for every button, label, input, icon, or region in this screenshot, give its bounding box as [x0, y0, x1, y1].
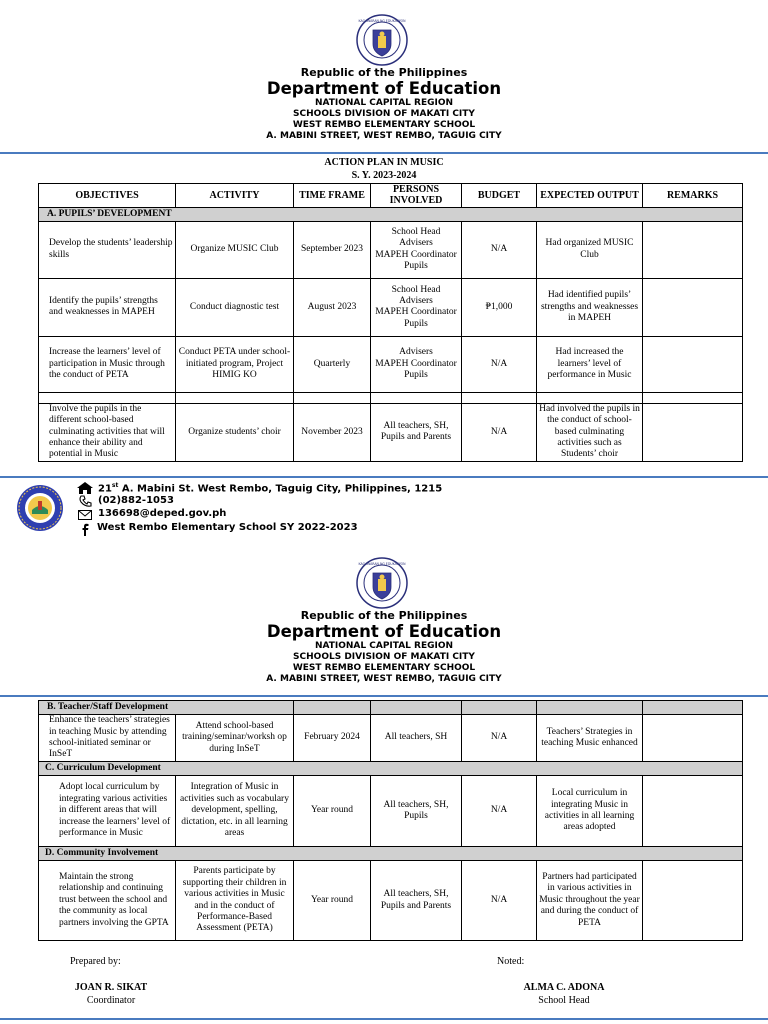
document-title: ACTION PLAN IN MUSIC — [324, 157, 444, 168]
svg-text:KAGAWARAN NG EDUKASYON: KAGAWARAN NG EDUKASYON — [358, 19, 406, 23]
school-year: S. Y. 2023-2024 — [351, 170, 417, 181]
cell-remarks — [643, 278, 743, 336]
cell-output: Had organized MUSIC Club — [537, 221, 643, 278]
division-text: SCHOOLS DIVISION OF MAKATI CITY — [293, 652, 475, 662]
region-text: NATIONAL CAPITAL REGION — [314, 98, 454, 108]
cell-objective: Maintain the strong relationship and continuing trust between the school and the community as local partners involving the GPTA — [39, 861, 176, 941]
department-title: Department of Education — [266, 622, 502, 641]
header-expected-output: EXPECTED OUTPUT — [537, 184, 643, 208]
cell-activity: Parents participate by supporting their children in various activities in Music and in the conduct of Performance-Based Assessment (PETA) — [176, 861, 294, 941]
cell-remarks — [643, 403, 743, 461]
footer-facebook: West Rembo Elementary School SY 2022-2023 — [97, 522, 358, 533]
footer-address-num: 21 — [98, 483, 112, 495]
region-text: NATIONAL CAPITAL REGION — [314, 641, 454, 651]
footer-address-sup: st — [111, 482, 119, 489]
table-row — [39, 403, 743, 461]
cell-output: Had increased the learners’ level of performance in Music — [537, 336, 643, 392]
cell-remarks — [643, 715, 743, 762]
footer-address — [98, 482, 442, 494]
blank-row — [39, 392, 743, 403]
cell-budget: N/A — [462, 221, 537, 278]
cell-output: Partners had participated in various activities in Music throughout the year and during the conduct of PETA — [537, 861, 643, 941]
cell-persons: All teachers, SH, Pupils and Parents — [371, 861, 462, 941]
noted-by-title: School Head — [538, 995, 590, 1006]
cell-time-frame: Quarterly — [294, 336, 371, 392]
cell-persons: All teachers, SH — [371, 715, 462, 762]
cell-time-frame: November 2023 — [294, 403, 371, 461]
cell-objective: Increase the learners’ level of participation in Music through the conduct of PETA — [39, 336, 176, 392]
cell-remarks — [643, 861, 743, 941]
prepared-by-title: Coordinator — [86, 995, 136, 1006]
cell-persons: School Head Advisers MAPEH Coordinator Pupils — [371, 278, 462, 336]
cell-activity: Integration of Music in activities such as vocabulary development, spelling, dictation, etc. in all learning areas — [176, 776, 294, 847]
section-row — [39, 762, 743, 776]
cell-budget: ₱1,000 — [462, 278, 537, 336]
facebook-icon — [81, 523, 90, 536]
noted-label: Noted: — [497, 956, 525, 967]
cell-activity: Organize MUSIC Club — [176, 221, 294, 278]
cell-activity: Organize students’ choir — [176, 403, 294, 461]
header-budget: BUDGET — [462, 184, 537, 208]
deped-seal-icon — [356, 14, 408, 66]
school-address: A. MABINI STREET, WEST REMBO, TAGUIG CITY — [266, 131, 502, 141]
footer-address-rest: A. Mabini St. West Rembo, Taguig City, Philippines, 1215 — [118, 483, 443, 495]
cell-time-frame: February 2024 — [294, 715, 371, 762]
division-text: SCHOOLS DIVISION OF MAKATI CITY — [293, 109, 475, 119]
table-row — [39, 861, 743, 941]
cell-persons: School Head Advisers MAPEH Coordinator Pupils — [371, 221, 462, 278]
cell-remarks — [643, 776, 743, 847]
cell-output: Had involved the pupils in the conduct of school-based culminating activities such as Students’ choir — [537, 403, 643, 461]
cell-time-frame: August 2023 — [294, 278, 371, 336]
home-icon — [76, 481, 94, 495]
cell-budget: N/A — [462, 861, 537, 941]
header-remarks: REMARKS — [643, 184, 743, 208]
cell-activity: Conduct diagnostic test — [176, 278, 294, 336]
cell-objective: Involve the pupils in the different school-based culminating activities that will enhance their ability and potential in Music — [39, 403, 176, 461]
header-rule — [0, 152, 768, 154]
cell-budget: N/A — [462, 776, 537, 847]
table-header-row — [39, 184, 743, 208]
section-label: A. PUPILS’ DEVELOPMENT — [39, 207, 743, 221]
cell-time-frame: Year round — [294, 776, 371, 847]
header-objectives: OBJECTIVES — [39, 184, 176, 208]
page-2 — [0, 545, 768, 1024]
table-row — [39, 776, 743, 847]
footer-phone: (02)882-1053 — [98, 495, 174, 506]
cell-output: Had identified pupils’ strengths and weaknesses in MAPEH — [537, 278, 643, 336]
school-logo-icon — [16, 484, 64, 532]
email-icon — [78, 510, 92, 520]
cell-remarks — [643, 336, 743, 392]
cell-objective: Enhance the teachers’ strategies in teaching Music by attending school-initiated seminar or InSeT — [39, 715, 176, 762]
prepared-by-label: Prepared by: — [70, 956, 121, 967]
table-row — [39, 221, 743, 278]
section-label: C. Curriculum Development — [39, 762, 743, 776]
footer-rule — [0, 1018, 768, 1020]
deped-seal-icon — [356, 557, 408, 609]
section-label: D. Community Involvement — [39, 847, 743, 861]
cell-time-frame: Year round — [294, 861, 371, 941]
section-row — [39, 207, 743, 221]
table-row — [39, 715, 743, 762]
svg-text:KAGAWARAN NG EDUKASYON: KAGAWARAN NG EDUKASYON — [358, 562, 406, 566]
cell-activity: Attend school-based training/seminar/worksh op during InSeT — [176, 715, 294, 762]
action-plan-table-page1 — [38, 183, 743, 462]
header-activity: ACTIVITY — [176, 184, 294, 208]
noted-by-name: ALMA C. ADONA — [523, 982, 605, 993]
cell-budget: N/A — [462, 715, 537, 762]
cell-persons: All teachers, SH, Pupils — [371, 776, 462, 847]
section-row — [39, 701, 743, 715]
phone-icon — [78, 495, 93, 508]
school-address: A. MABINI STREET, WEST REMBO, TAGUIG CITY — [266, 674, 502, 684]
school-name: WEST REMBO ELEMENTARY SCHOOL — [292, 663, 476, 673]
cell-persons: All teachers, SH, Pupils and Parents — [371, 403, 462, 461]
section-row — [39, 847, 743, 861]
cell-objective: Develop the students’ leadership skills — [39, 221, 176, 278]
cell-time-frame: September 2023 — [294, 221, 371, 278]
cell-output: Local curriculum in integrating Music in activities in all learning areas adopted — [537, 776, 643, 847]
action-plan-table-page2 — [38, 700, 743, 941]
section-label: B. Teacher/Staff Development — [39, 701, 294, 715]
header-persons-involved: PERSONS INVOLVED — [371, 184, 462, 208]
cell-objective: Identify the pupils’ strengths and weaknesses in MAPEH — [39, 278, 176, 336]
cell-budget: N/A — [462, 336, 537, 392]
footer-rule — [0, 476, 768, 478]
school-name: WEST REMBO ELEMENTARY SCHOOL — [292, 120, 476, 130]
department-title: Department of Education — [266, 79, 502, 98]
cell-output: Teachers’ Strategies in teaching Music enhanced — [537, 715, 643, 762]
prepared-by-name: JOAN R. SIKAT — [74, 982, 148, 993]
cell-activity: Conduct PETA under school-initiated program, Project HIMIG KO — [176, 336, 294, 392]
header-time-frame: TIME FRAME — [294, 184, 371, 208]
republic-text: Republic of the Philippines — [300, 66, 468, 79]
cell-remarks — [643, 221, 743, 278]
table-row — [39, 278, 743, 336]
cell-objective: Adopt local curriculum by integrating various activities in different areas that will increase the learners’ level of performance in Music — [39, 776, 176, 847]
header-rule — [0, 695, 768, 697]
cell-budget: N/A — [462, 403, 537, 461]
table-row — [39, 336, 743, 392]
republic-text: Republic of the Philippines — [300, 609, 468, 622]
footer-email: 136698@deped.gov.ph — [98, 508, 227, 519]
cell-persons: Advisers MAPEH Coordinator Pupils — [371, 336, 462, 392]
